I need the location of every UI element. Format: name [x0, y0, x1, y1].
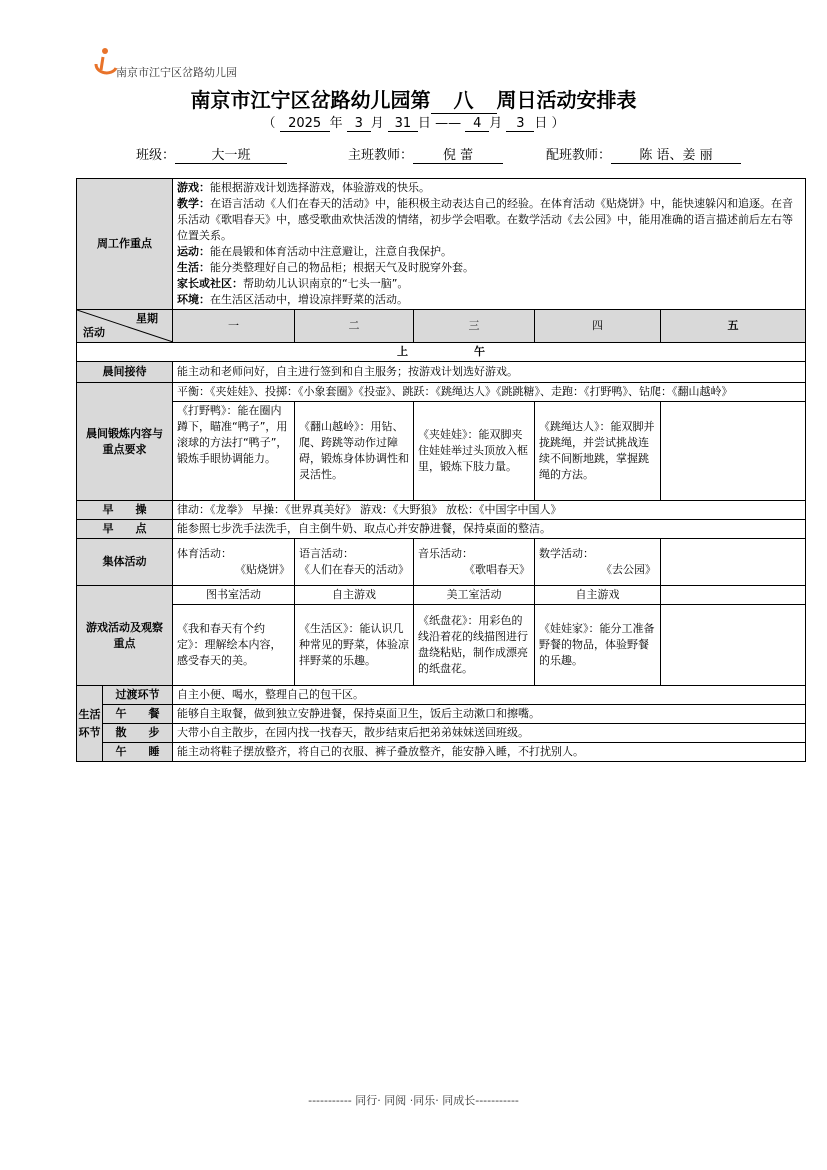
group-type: 体育活动：	[177, 547, 232, 560]
focus-value: 帮助幼儿认识南京的“七头一脑”。	[243, 277, 409, 290]
exercise-tuesday: 《翻山越岭》：用钻、爬、跨跳等动作过障碍，锻炼身体协调性和灵活性。	[295, 402, 414, 501]
life-row-transition	[77, 686, 806, 705]
game-detail-row	[77, 605, 806, 686]
focus-key: 教学：	[177, 197, 210, 210]
exercise-overview-row	[77, 383, 806, 402]
game-type-monday: 图书室活动	[173, 586, 295, 605]
exercise-overview: 平衡：《夹娃娃》、投掷：《小象套圈》《投壶》、跳跃：《跳绳达人》《跳跳糖》、走跑：《打野鸭》、钻爬：《翻山越岭》	[173, 383, 806, 402]
start-year: 2025	[280, 116, 330, 132]
start-month: 3	[347, 116, 371, 132]
end-day: 3	[506, 116, 534, 132]
logo-swirl-icon	[92, 46, 118, 78]
day-thursday: 四	[535, 310, 661, 343]
focus-item	[177, 196, 801, 244]
date-range	[0, 112, 827, 132]
diagonal-header-cell	[77, 310, 173, 343]
school-logo	[90, 46, 270, 80]
page-title	[0, 84, 827, 114]
group-name: 《人们在春天的活动》	[299, 563, 409, 576]
assist-teacher-value: 陈 语、姜 丽	[611, 144, 741, 164]
weekly-focus-label: 周工作重点	[77, 179, 173, 310]
life-row-label: 散 步	[103, 724, 173, 743]
day-char-2: 日	[534, 116, 548, 131]
week-number: 八	[431, 84, 497, 114]
breakfast-label: 早 点	[77, 520, 173, 539]
schedule-table	[76, 178, 806, 762]
focus-key: 生活：	[177, 261, 210, 274]
logo-text: 南京市江宁区岔路幼儿园	[116, 66, 237, 79]
day-header-row	[77, 310, 806, 343]
life-row-label: 过渡环节	[103, 686, 173, 705]
life-section-label: 生活环节	[77, 686, 103, 762]
weekly-focus-row	[77, 179, 806, 310]
game-type-friday	[661, 586, 806, 605]
group-monday	[173, 539, 295, 586]
day-char: 日	[417, 116, 431, 131]
game-type-wednesday: 美工室活动	[414, 586, 535, 605]
exercise-thursday: 《跳绳达人》：能双脚并拢跳绳，并尝试挑战连续不间断地跳，掌握跳绳的方法。	[535, 402, 661, 501]
breakfast-row	[77, 520, 806, 539]
class-info	[136, 144, 287, 164]
focus-key: 家长或社区：	[177, 277, 243, 290]
life-row-lunch	[77, 705, 806, 724]
main-teacher-info	[348, 144, 503, 164]
title-prefix: 南京市江宁区岔路幼儿园第	[190, 88, 431, 112]
class-value: 大一班	[175, 144, 287, 164]
group-type: 数学活动：	[539, 547, 594, 560]
exercise-friday	[661, 402, 806, 501]
focus-value: 能根据游戏计划选择游戏，体验游戏的快乐。	[210, 181, 430, 194]
life-row-text: 能够自主取餐，做到独立安静进餐，保持桌面卫生，饭后主动漱口和擦嘴。	[173, 705, 806, 724]
activity-label: 活动	[83, 326, 105, 339]
life-row-label: 午 睡	[103, 743, 173, 762]
exercise-wednesday: 《夹娃娃》：能双脚夹住娃娃举过头顶放入框里，锻炼下肢力量。	[414, 402, 535, 501]
group-friday	[661, 539, 806, 586]
focus-key: 环境：	[177, 293, 210, 306]
reception-label: 晨间接待	[77, 362, 173, 383]
focus-item	[177, 244, 801, 260]
game-detail-monday: 《我和春天有个约定》：理解绘本内容，感受春天的美。	[173, 605, 295, 686]
end-month: 4	[465, 116, 489, 132]
game-type-thursday: 自主游戏	[535, 586, 661, 605]
game-type-tuesday: 自主游戏	[295, 586, 414, 605]
month-char: 月	[370, 116, 384, 131]
reception-row	[77, 362, 806, 383]
focus-value: 能在晨锻和体育活动中注意避让，注意自我保护。	[210, 245, 452, 258]
day-monday: 一	[173, 310, 295, 343]
exercise-label: 晨间锻炼内容与重点要求	[77, 383, 173, 501]
date-dash: ——	[435, 116, 462, 131]
reception-text: 能主动和老师问好，自主进行签到和自主服务；按游戏计划选好游戏。	[173, 362, 806, 383]
drill-label: 早 操	[77, 501, 173, 520]
drill-row	[77, 501, 806, 520]
focus-item	[177, 260, 801, 276]
group-name: 《歌唱春天》	[464, 563, 530, 576]
breakfast-text: 能参照七步洗手法洗手，自主倒牛奶、取点心并安静进餐，保持桌面的整洁。	[173, 520, 806, 539]
life-row-text: 大带小自主散步，在园内找一找春天，散步结束后把弟弟妹妹送回班级。	[173, 724, 806, 743]
exercise-days-row	[77, 402, 806, 501]
title-suffix: 周日活动安排表	[496, 88, 637, 112]
main-teacher-label: 主班教师：	[348, 148, 414, 163]
start-day: 31	[388, 116, 418, 132]
focus-item	[177, 180, 801, 196]
day-wednesday: 三	[414, 310, 535, 343]
month-char-2: 月	[489, 116, 503, 131]
focus-item	[177, 276, 801, 292]
date-open-paren: （	[262, 116, 276, 131]
group-name: 《贴烧饼》	[235, 563, 290, 576]
assist-teacher-info	[546, 144, 741, 164]
focus-item	[177, 292, 801, 308]
group-type: 语言活动：	[299, 547, 354, 560]
life-row-label: 午 餐	[103, 705, 173, 724]
group-activity-label: 集体活动	[77, 539, 173, 586]
life-row-text: 能主动将鞋子摆放整齐，将自己的衣服、裤子叠放整齐，能安静入睡，不打扰别人。	[173, 743, 806, 762]
group-activity-row	[77, 539, 806, 586]
game-detail-wednesday: 《纸盘花》：用彩色的线沿着花的线描图进行盘绕粘贴，制作成漂亮的纸盘花。	[414, 605, 535, 686]
weekly-focus-content	[173, 179, 806, 310]
main-teacher-value: 倪 蕾	[413, 144, 503, 164]
life-row-text: 自主小便、喝水，整理自己的包干区。	[173, 686, 806, 705]
game-detail-tuesday: 《生活区》：能认识几种常见的野菜，体验凉拌野菜的乐趣。	[295, 605, 414, 686]
drill-text: 律动：《龙拳》 早操：《世界真美好》 游戏：《大野狼》 放松：《中国字中国人》	[173, 501, 806, 520]
date-close-paren: ）	[551, 116, 565, 131]
week-label: 星期	[136, 312, 158, 325]
game-detail-friday	[661, 605, 806, 686]
page-footer: ----------- 同行· 同阅 ·同乐· 同成长-----------	[308, 1094, 519, 1107]
day-tuesday: 二	[295, 310, 414, 343]
focus-value: 能分类整理好自己的物品柜；根据天气及时脱穿外套。	[210, 261, 474, 274]
year-char: 年	[329, 116, 343, 131]
morning-section-row	[77, 343, 806, 362]
game-type-row	[77, 586, 806, 605]
group-type: 音乐活动：	[418, 547, 473, 560]
game-detail-thursday: 《娃娃家》：能分工准备野餐的物品，体验野餐的乐趣。	[535, 605, 661, 686]
group-wednesday	[414, 539, 535, 586]
focus-key: 游戏：	[177, 181, 210, 194]
day-friday: 五	[661, 310, 806, 343]
morning-label: 上 午	[77, 343, 806, 362]
group-tuesday	[295, 539, 414, 586]
group-thursday	[535, 539, 661, 586]
class-label: 班级：	[136, 148, 176, 163]
exercise-monday: 《打野鸭》：能在圈内蹲下，瞄准“鸭子”，用滚球的方法打“鸭子”，锻炼手眼协调能力。	[173, 402, 295, 501]
life-row-walk	[77, 724, 806, 743]
assist-teacher-label: 配班教师：	[546, 148, 612, 163]
life-row-nap	[77, 743, 806, 762]
focus-value: 在语言活动《人们在春天的活动》中，能积极主动表达自己的经验。在体育活动《贴烧饼》中，能快速躲闪和追逐。在音乐活动《歌唱春天》中，感受歌曲欢快活泼的情绪，初步学会唱歌。在数学活动《去公园》中，能用准确的语言描述前后左右等位置关系。	[177, 197, 793, 242]
focus-value: 在生活区活动中，增设凉拌野菜的活动。	[210, 293, 408, 306]
game-activity-label: 游戏活动及观察重点	[77, 586, 173, 686]
group-name: 《去公园》	[601, 563, 656, 576]
focus-key: 运动：	[177, 245, 210, 258]
